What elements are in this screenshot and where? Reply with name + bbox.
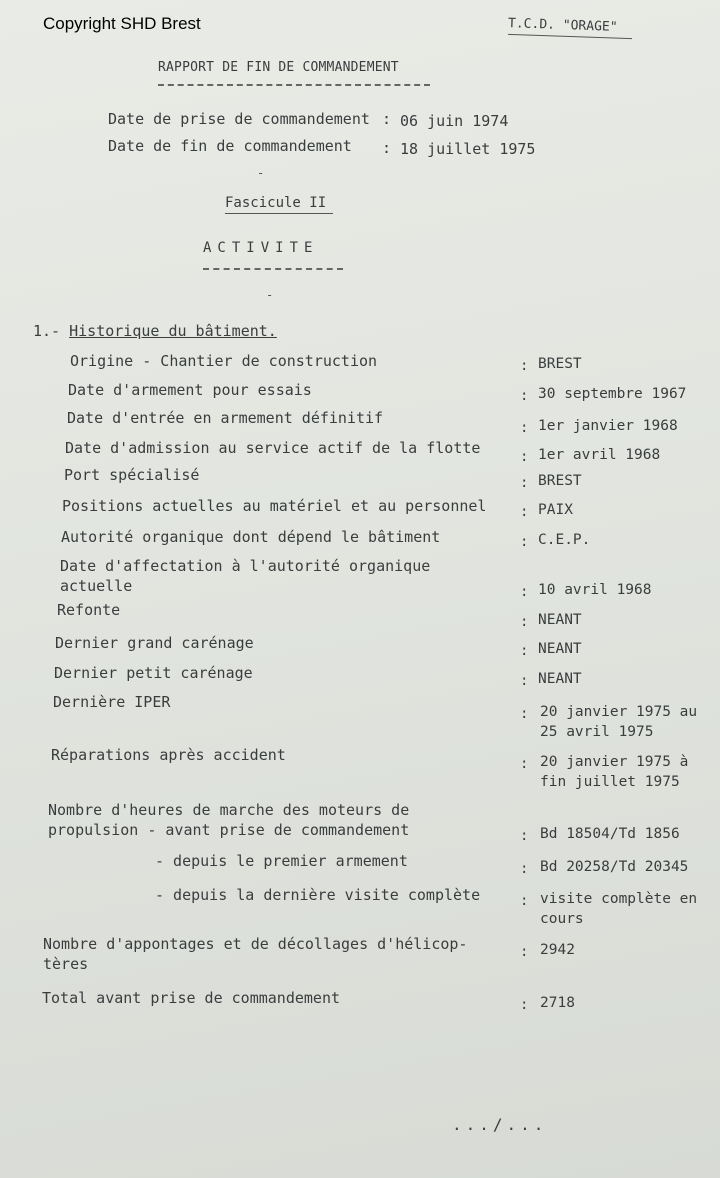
small-mark: -	[266, 288, 274, 302]
row-value: 1er avril 1968	[538, 447, 661, 463]
row-value: Bd 20258/Td 20345	[540, 859, 689, 875]
row-value: 20 janvier 1975 à	[540, 754, 689, 770]
row-label: - depuis la dernière visite complète	[155, 886, 481, 904]
row-value: NEANT	[538, 641, 582, 657]
row-label: - depuis le premier armement	[155, 852, 408, 870]
row-separator: :	[520, 944, 529, 960]
row-value: cours	[540, 911, 584, 927]
row-separator: :	[520, 828, 529, 844]
row-separator: :	[520, 893, 529, 909]
dash-mark: -	[257, 166, 265, 180]
copyright-watermark: Copyright SHD Brest	[43, 14, 201, 33]
row-label: Réparations après accident	[51, 746, 286, 764]
row-separator: :	[520, 534, 529, 550]
row-value: 10 avril 1968	[538, 582, 652, 598]
row-value: 20 janvier 1975 au	[540, 704, 698, 720]
row-label: Date d'affectation à l'autorité organique	[60, 557, 431, 575]
row-label: actuelle	[60, 577, 133, 595]
activite-heading: ACTIVITE	[203, 240, 319, 256]
fascicule-heading: Fascicule II	[225, 195, 327, 211]
row-separator: :	[520, 614, 529, 630]
row-label: Port spécialisé	[64, 466, 200, 484]
row-value: visite complète en	[540, 891, 698, 907]
end-date-label: Date de fin de commandement	[108, 137, 352, 155]
row-label: Refonte	[57, 601, 121, 619]
row-separator: :	[520, 504, 529, 520]
row-label: Nombre d'appontages et de décollages d'hélicop-	[43, 935, 468, 953]
row-separator: :	[520, 673, 529, 689]
row-label: Dernier grand carénage	[55, 634, 254, 652]
row-value: 30 septembre 1967	[538, 386, 687, 402]
report-title: RAPPORT DE FIN DE COMMANDEMENT	[158, 60, 399, 75]
row-value: 2942	[540, 942, 575, 958]
row-label: Dernier petit carénage	[54, 664, 253, 682]
start-date-sep: :	[382, 110, 392, 128]
row-value: NEANT	[538, 612, 582, 628]
row-value: Bd 18504/Td 1856	[540, 826, 680, 842]
row-separator: :	[520, 420, 529, 436]
row-label: Dernière IPER	[53, 693, 171, 711]
row-separator: :	[520, 388, 529, 404]
row-value: fin juillet 1975	[540, 774, 680, 790]
row-value: 2718	[540, 995, 575, 1011]
end-date-sep: :	[382, 139, 392, 157]
row-label: Date d'entrée en armement définitif	[67, 409, 384, 427]
row-label: Nombre d'heures de marche des moteurs de	[48, 801, 410, 819]
row-separator: :	[520, 997, 529, 1013]
row-label: Autorité organique dont dépend le bâtiment	[61, 528, 441, 546]
row-label: Date d'admission au service actif de la flotte	[65, 439, 481, 457]
row-separator: :	[520, 449, 529, 465]
row-label: Origine - Chantier de construction	[70, 352, 378, 370]
row-separator: :	[520, 706, 529, 722]
row-separator: :	[520, 643, 529, 659]
end-date-value: 18 juillet 1975	[400, 140, 536, 158]
row-separator: :	[520, 475, 529, 491]
row-separator: :	[520, 756, 529, 772]
row-separator: :	[520, 861, 529, 877]
row-value: C.E.P.	[538, 532, 591, 548]
row-label: Total avant prise de commandement	[42, 989, 341, 1007]
activite-underline	[203, 268, 343, 270]
row-value: PAIX	[538, 502, 573, 518]
ship-name: T.C.D. "ORAGE"	[507, 16, 618, 35]
section-heading	[33, 322, 277, 340]
section-number: 1.-	[33, 322, 61, 340]
row-separator: :	[520, 584, 529, 600]
start-date-value: 06 juin 1974	[400, 112, 509, 130]
start-date-label: Date de prise de commandement	[108, 110, 370, 128]
title-underline	[158, 84, 430, 86]
row-label: Positions actuelles au matériel et au personnel	[62, 497, 487, 515]
continuation-mark: .../...	[452, 1115, 548, 1134]
row-value: 1er janvier 1968	[538, 418, 678, 434]
row-value: BREST	[538, 473, 582, 489]
row-value: BREST	[538, 356, 582, 372]
row-value: 25 avril 1975	[540, 724, 654, 740]
fascicule-underline	[225, 213, 333, 214]
row-label: tères	[43, 955, 89, 973]
row-label: propulsion - avant prise de commandement	[48, 821, 410, 839]
section-title: Historique du bâtiment.	[69, 322, 277, 340]
row-separator: :	[520, 358, 529, 374]
row-value: NEANT	[538, 671, 582, 687]
row-label: Date d'armement pour essais	[68, 381, 312, 399]
